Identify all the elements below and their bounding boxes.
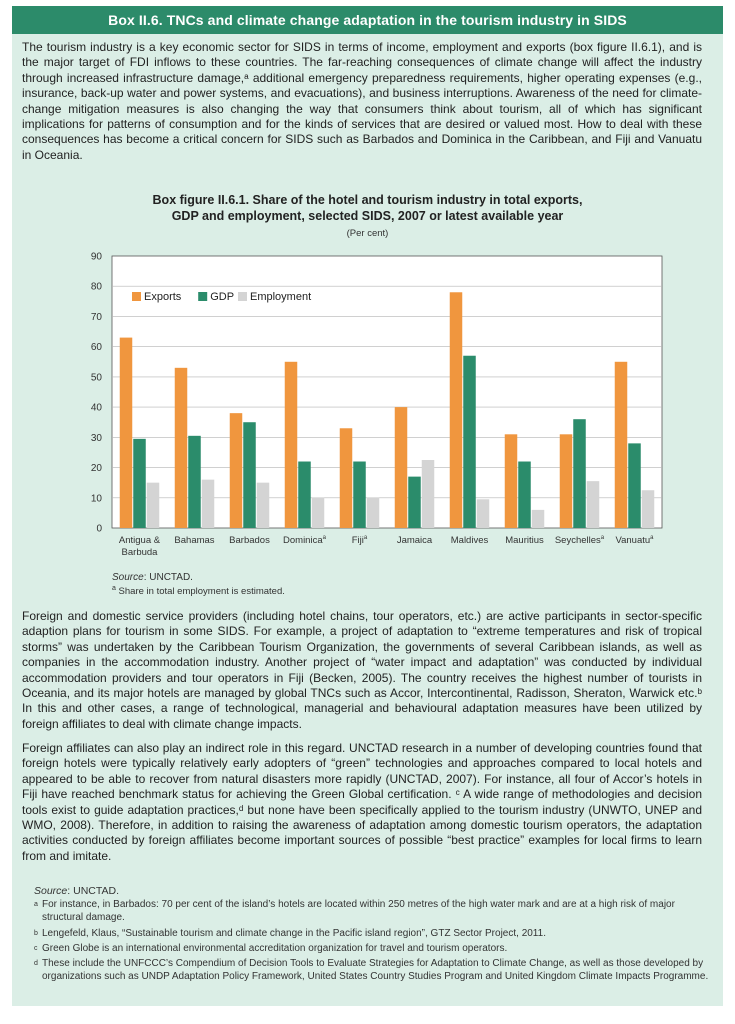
figure-source [112,572,193,583]
paragraph-intro: The tourism industry is a key economic sector for SIDS in terms of income, employment and exports (box figure II.6.1), and is the major target of FDI inflows to these countries. The far-reaching consequences of climate change will affect the industry through increased infrastructure damage,ᵃ additional emergency preparedness requirements, higher operating expenses (e.g., insurance, back-up water and power systems, and evacuations), and business interruptions. Awareness of the need for climate-change mitigation measures is also changing the way that consumers think about tourism, all of which has significant implications for patterns of consumption and for the kinds of services that are desired or valued most. How to deal with these consequences has become a critical concern for SIDS such as Barbados and Dominica in the Caribbean, and Fiji and Vanuatu in Oceania. [22,40,702,162]
figure-title-line2: GDP and employment, selected SIDS, 2007 or latest available year [171,209,564,223]
y-tick-label: 10 [90,493,102,505]
figure-subtitle: (Per cent) [346,228,389,239]
x-tick-label: Dominica$^a$ [283,535,326,546]
legend-swatch-exports [132,292,141,301]
y-tick-label: 80 [90,281,102,293]
legend-swatch-employment [238,292,247,301]
figure-source-label: Source [112,572,144,583]
bar-gdp [628,443,641,528]
footnote-marker: c [34,945,38,952]
bar-gdp [353,462,366,528]
bar-gdp [188,436,201,528]
x-tick-label: Barbados [229,535,270,546]
x-tick-label: Fiji$^a$ [351,535,368,546]
footnote-marker: d [34,960,38,967]
footnote-text: Lengefeld, Klaus, “Sustainable tourism and climate change in the Pacific island region”, GTZ Sector Project, 2011. [42,928,546,939]
legend-label-employment: Employment [250,291,312,303]
bar-gdp [243,422,256,528]
bar-employment [587,481,600,528]
box-title: Box II.6. TNCs and climate change adaptation in the tourism industry in SIDS [12,6,723,34]
bar-employment [367,498,380,528]
x-tick-label: Bahamas [174,535,215,546]
bar-exports [450,292,463,528]
box-source [34,885,119,897]
figure-note-marker: a [112,584,116,592]
y-tick-label: 50 [90,372,102,384]
paragraph-foreign-affiliates: Foreign affiliates can also play an indirect role in this regard. UNCTAD research in a number of developing countries found that foreign hotels were typically relatively early adopters of “green” technologies and approaches compared to local hotels and appeared to be able to recover from natural disasters more rapidly (UNCTAD, 2007). For instance, all four of Accor’s hotels in Fiji have reached benchmark status for achieving the Green Global certification. ᶜ A wide range of methodologies and decision tools exist to guide adaptation practices,ᵈ but none have been specifically applied to the tourism industry (UNWTO, UNEP and WMO, 2008). Therefore, in addition to raising the awareness of adaptation among domestic tourism operators, the adaptation activities conducted by foreign affiliates become important sources of possible “best practice” examples for local firms to learn from and imitate. [22,741,702,863]
x-tick-label: Jamaica [396,535,433,546]
figure-note-text: Share in total employment is estimated. [115,586,285,597]
bar-gdp [408,477,421,528]
paragraph-service-providers: Foreign and domestic service providers (including hotel chains, tour operators, etc.) are active participants in sector-specific adaption plans for tourism in some SIDS. For example, a project of adaptation to “extreme temperatures and risk of tropical storms” was undertaken by the Caribbean Tourism Organization, the governments of several Caribbean islands, as well as companies in the accommodation industry. Another project of “water impact and adaptation” was conducted by individual accommodation providers and tour operators in Fiji (Becken, 2005). The country receives the highest number of tourists in Oceania, and its major hotels are managed by global TNCs such as Accor, Intercontinental, Radisson, Sheraton, Warwick etc.ᵇ In this and other cases, a range of technological, managerial and behavioural adaptation measures have been utilized by foreign affiliates to deal with climate change impacts. [22,609,702,731]
x-tick-footnote-mark: a [322,535,326,541]
footnote-text: For instance, in Barbados: 70 per cent of the island’s hotels are located within 250 metres of the high water mark and are at a high risk of major structural damage. [42,899,675,923]
bar-exports [175,368,188,528]
y-tick-label: 70 [90,311,102,323]
bar-employment [257,483,270,528]
bar-exports [340,428,353,528]
footnote-marker: b [34,930,38,937]
y-tick-label: 90 [90,251,102,263]
footnote-text: Green Globe is an international environmental accreditation organization for travel and tourism operators. [42,943,508,954]
figure-source-text: : UNCTAD. [143,572,193,583]
bar-gdp [298,462,311,528]
footnote-text: These include the UNFCCC’s Compendium of Decision Tools to Evaluate Strategies for Adaptation to Climate Change, as well as those developed by organizations such as UNDP Adaptation Policy Framework, United States Country Studies Program and United Kingdom Climate Impacts Programme. [42,958,709,982]
bar-exports [120,338,133,528]
bar-exports [615,362,628,528]
y-tick-label: 20 [90,463,102,475]
y-tick-label: 30 [90,432,102,444]
y-tick-label: 40 [90,402,102,414]
bar-exports [285,362,298,528]
footnote-marker: a [34,901,38,908]
x-tick-footnote-mark: a [363,535,368,541]
legend-label-gdp: GDP [210,291,235,303]
legend-swatch-gdp [198,292,207,301]
x-tick-label: Maldives [450,535,489,546]
x-tick-label: Antigua & [118,535,161,546]
bar-exports [505,434,518,528]
footnote-b [34,928,714,941]
bar-exports [230,413,243,528]
figure-title-line1: Box figure II.6.1. Share of the hotel and tourism industry in total exports, [152,193,583,207]
bar-gdp [573,419,586,528]
bar-employment [422,460,435,528]
y-tick-label: 0 [96,523,102,535]
bar-employment [147,483,160,528]
footnote-c [34,943,714,956]
x-tick-footnote-mark: a [650,535,654,541]
bar-gdp [518,462,531,528]
box-source-text: : UNCTAD. [67,885,120,897]
bar-employment [532,510,545,528]
bar-gdp [463,356,476,528]
footnote-a [34,899,714,924]
x-tick-label: Vanuatu$^a$ [615,535,654,546]
x-tick-label: Barbuda [121,547,158,558]
x-tick-label: Mauritius [505,535,544,546]
bar-gdp [133,439,146,528]
box-source-label: Source [34,885,68,897]
legend-label-exports: Exports [144,291,182,303]
bar-employment [202,480,215,528]
x-tick-footnote-mark: a [600,535,605,541]
footnote-d [34,958,714,983]
bar-exports [395,407,408,528]
figure-note [112,586,285,597]
bar-employment [477,499,490,528]
bar-exports [560,434,573,528]
bar-chart [70,246,670,566]
y-tick-label: 60 [90,342,102,354]
bar-employment [642,490,655,528]
bar-employment [312,498,325,528]
x-tick-label: Seychelles$^a$ [554,535,605,546]
